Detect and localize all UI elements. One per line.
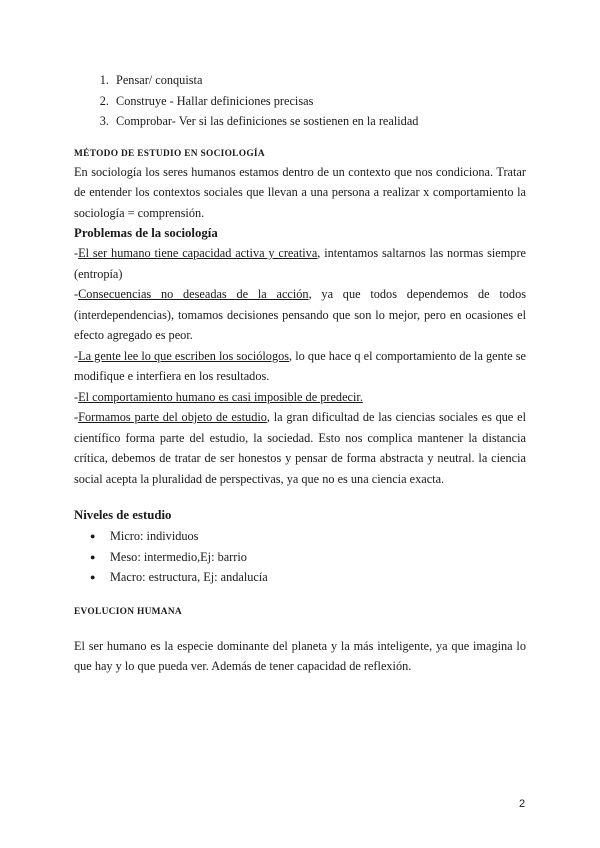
bullet-icon: ● xyxy=(90,551,96,562)
problems-heading: Problemas de la sociología xyxy=(74,226,218,240)
evolution-paragraph: El ser humano es la especie dominante del planeta y la más inteligente, ya que imagina lo que hay y lo que pueda ver. Además de tener capacidad de reflexión. xyxy=(74,638,526,673)
levels-heading: Niveles de estudio xyxy=(74,508,172,522)
numbered-list xyxy=(74,70,526,132)
list-item: 1. Pensar/ conquista xyxy=(112,70,526,91)
levels-list xyxy=(74,526,526,588)
level-text: Meso: intermedio,Ej: barrio xyxy=(110,549,247,564)
problem-title: El comportamiento humano es casi imposible de predecir. xyxy=(78,389,363,404)
problem-item xyxy=(74,243,526,284)
problem-title: El ser humano tiene capacidad activa y creativa xyxy=(78,246,318,260)
evolution-heading: EVOLUCION HUMANA xyxy=(74,606,182,617)
problem-title: Formamos parte del objeto de estudio xyxy=(78,410,267,424)
page-number: 2 xyxy=(519,798,526,810)
bullet-icon: ● xyxy=(90,572,96,582)
level-text: Micro: individuos xyxy=(110,529,199,543)
problem-text: , ya que todos dependemos de todos (interdependencias), tomamos decisiones pensando que son lo mejor, pero en ocasiones el efecto agregado es peor. xyxy=(74,287,527,342)
problem-text: , intentamos saltarnos las normas siempre (entropía) xyxy=(74,246,526,281)
list-item xyxy=(90,567,526,588)
problem-text: , lo que hace q el comportamiento de la gente se modifique e interfiera en los resultados. xyxy=(74,348,527,383)
problem-prefix: - xyxy=(74,287,79,301)
problem-title: Consecuencias no deseadas de la acción xyxy=(78,287,309,301)
problem-prefix: - xyxy=(74,389,79,404)
problem-item xyxy=(74,407,526,489)
problem-prefix: - xyxy=(74,246,79,260)
problem-item xyxy=(74,284,526,346)
method-heading: MÉTODO DE ESTUDIO EN SOCIOLOGÍA xyxy=(74,148,265,159)
spacer xyxy=(74,588,526,604)
page-content xyxy=(74,70,526,677)
problem-item xyxy=(74,346,526,387)
problem-text: , la gran dificultad de las ciencias sociales es que el científico forma parte del estudio, la sociedad. Esto nos complica mantener la distancia crítica, debemos de tratar de ser honestos y pensar de forma abstracta y neutral. la ciencia social acepta la pluralidad de perspectivas, ya que no es una ciencia exacta. xyxy=(74,410,526,486)
spacer xyxy=(74,620,526,636)
spacer xyxy=(74,489,526,505)
method-paragraph: En sociología los seres humanos estamos dentro de un contexto que nos condiciona. Tratar de entender los contextos sociales que llevan a una persona a realizar x comportamiento la sociología = comprensión. xyxy=(74,164,526,220)
list-item: 3. Comprobar- Ver si las definiciones se sostienen en la realidad xyxy=(112,111,526,132)
list-item: 2. Construye - Hallar definiciones precisas xyxy=(112,91,526,112)
problem-title: La gente lee lo que escriben los sociólogos xyxy=(78,348,290,363)
list-item xyxy=(90,547,526,568)
problem-prefix: - xyxy=(74,410,79,424)
bullet-icon: ● xyxy=(90,531,96,541)
level-text: Macro: estructura, Ej: andalucía xyxy=(110,570,268,584)
problem-item xyxy=(74,387,526,408)
list-item xyxy=(90,526,526,547)
problem-prefix: - xyxy=(74,348,79,363)
